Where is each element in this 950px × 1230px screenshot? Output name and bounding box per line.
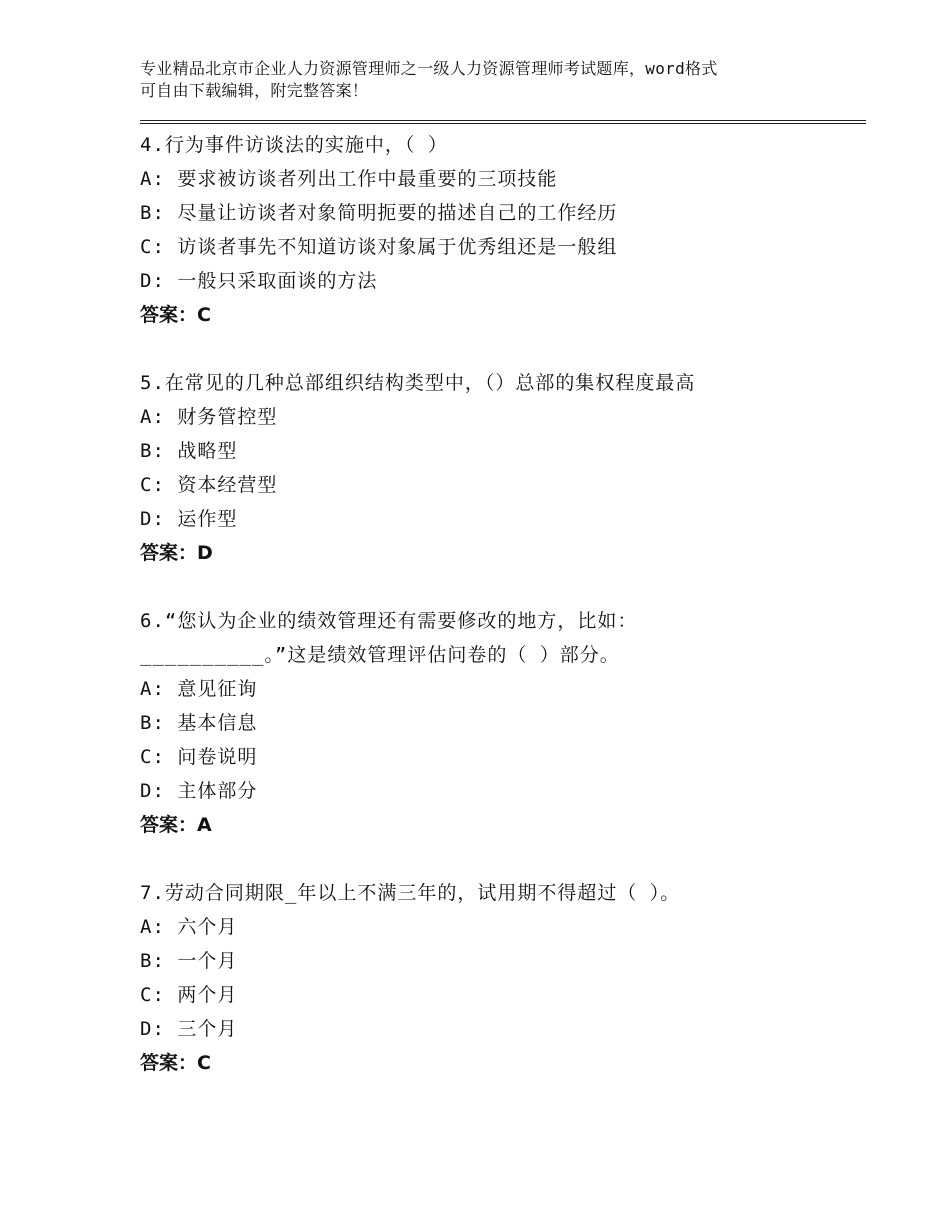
question-5 (140, 366, 860, 570)
option-c: C: 访谈者事先不知道访谈对象属于优秀组还是一般组 (140, 236, 618, 258)
question-4 (140, 128, 860, 332)
option-a: A: 财务管控型 (140, 406, 278, 428)
option-b: B: 基本信息 (140, 712, 258, 734)
option-d: D: 运作型 (140, 508, 238, 530)
option-d: D: 三个月 (140, 1018, 238, 1040)
header-line-2: 可自由下载编辑，附完整答案！ (140, 81, 369, 100)
question-stem: 6.“您认为企业的绩效管理还有需要修改的地方，比如： (140, 610, 638, 632)
option-d: D: 一般只采取面谈的方法 (140, 270, 378, 292)
answer-label: 答案：A (140, 814, 212, 836)
option-c: C: 问卷说明 (140, 746, 258, 768)
option-c: C: 两个月 (140, 984, 238, 1006)
answer-label: 答案：C (140, 1052, 211, 1074)
option-a: A: 六个月 (140, 916, 238, 938)
option-c: C: 资本经营型 (140, 474, 278, 496)
option-a: A: 意见征询 (140, 678, 258, 700)
option-b: B: 尽量让访谈者对象简明扼要的描述自己的工作经历 (140, 202, 618, 224)
question-stem: 5.在常见的几种总部组织结构类型中，（）总部的集权程度最高 (140, 372, 696, 394)
question-stem: 4.行为事件访谈法的实施中，（ ） (140, 134, 448, 156)
question-stem: 7.劳动合同期限_年以上不满三年的，试用期不得超过（ ）。 (140, 882, 681, 904)
document-header (140, 58, 820, 102)
answer-label: 答案：D (140, 542, 213, 564)
option-a: A: 要求被访谈者列出工作中最重要的三项技能 (140, 168, 558, 190)
question-7 (140, 876, 860, 1080)
header-line-1: 专业精品北京市企业人力资源管理师之一级人力资源管理师考试题库，word格式 (140, 59, 718, 78)
option-b: B: 战略型 (140, 440, 238, 462)
question-list (140, 128, 860, 1114)
question-stem-continued: __________。”这是绩效管理评估问卷的（ ）部分。 (140, 644, 620, 666)
header-divider (140, 120, 866, 124)
question-6 (140, 604, 860, 842)
option-d: D: 主体部分 (140, 780, 258, 802)
option-b: B: 一个月 (140, 950, 238, 972)
answer-label: 答案：C (140, 304, 211, 326)
